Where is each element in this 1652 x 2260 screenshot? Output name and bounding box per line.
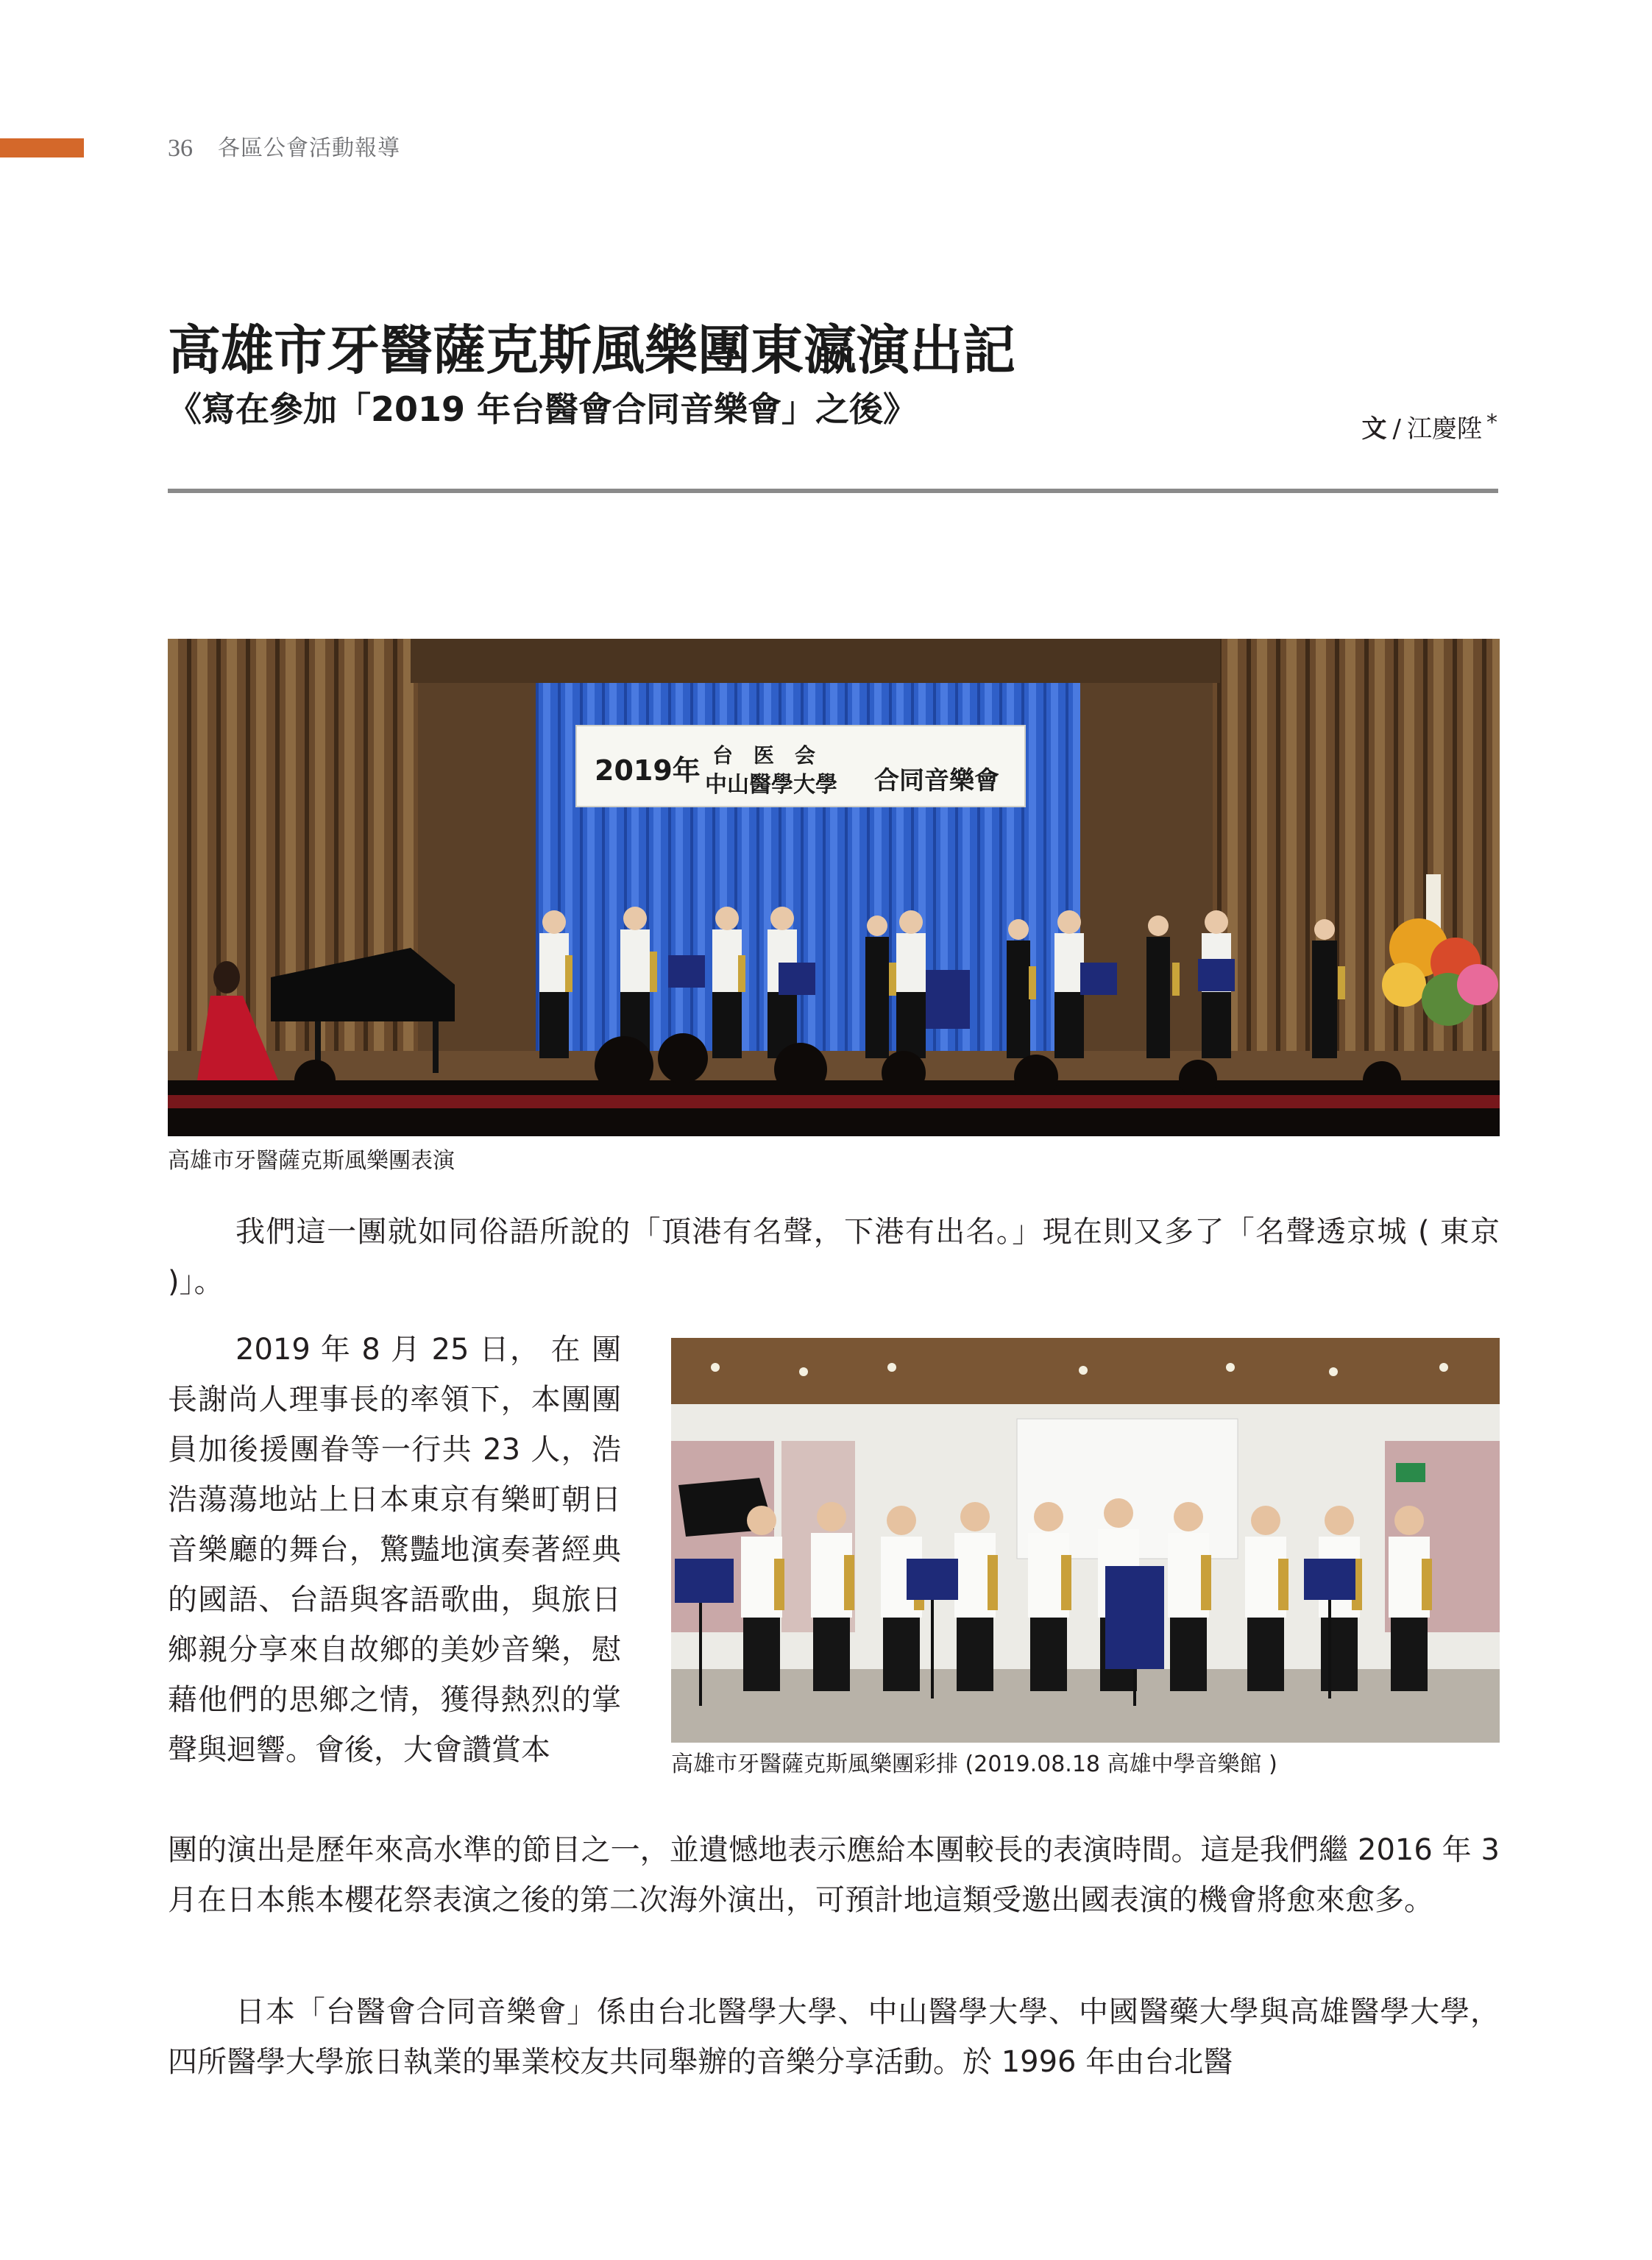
paragraph-1: 我們這一團就如同俗語所說的「頂港有名聲，下港有出名。」現在則又多了「名聲透京城 ( 東京 )」。 <box>168 1215 1500 1299</box>
title-divider <box>168 489 1498 493</box>
stage-scene <box>168 639 1500 1136</box>
author-separator: / <box>1392 414 1401 444</box>
author-footnote-mark: * <box>1486 410 1497 436</box>
article-subtitle: 《寫在參加「2019 年台醫會合同音樂會」之後》 <box>168 389 918 429</box>
author-name: 江慶陞 <box>1407 414 1482 444</box>
section-title: 各區公會活動報導 <box>218 135 400 161</box>
paragraph-2-continued: 團的演出是歷年來高水準的節目之一，並遺憾地表示應給本團較長的表演時間。這是我們繼 2016 年 3 月在日本熊本櫻花祭表演之後的第二次海外演出，可預計地這類受邀出國表演的機會將愈來愈多。 <box>168 1833 1500 1917</box>
page-number: 36 <box>168 135 193 162</box>
banner-line1: 台 医 会 <box>712 743 816 768</box>
paragraph-2: 2019 年 8 月 25 日， 在 團長謝尚人理事長的率領下，本團團員加後援團眷等一行共 23 人，浩浩蕩蕩地站上日本東京有樂町朝日音樂廳的舞台，驚豔地演奏著經典的國語、台語與客語歌曲，與旅日鄉親分享來自故鄉的美妙音樂，慰藉他們的思鄉之情，獲得熱烈的掌聲與迴響。會後，大會讚賞本 <box>168 1333 621 1767</box>
rehearsal-photo <box>671 1338 1500 1743</box>
author-byline <box>1362 411 1497 447</box>
photo2-caption: 高雄市牙醫薩克斯風樂團彩排 (2019.08.18 高雄中學音樂館 ) <box>671 1751 1277 1777</box>
stage-performance-photo <box>168 639 1500 1136</box>
author-label: 文 <box>1361 414 1387 444</box>
banner-line2: 中山醫學大學 <box>705 772 837 798</box>
rehearsal-scene <box>671 1338 1500 1743</box>
paragraph-3: 日本「台醫會合同音樂會」係由台北醫學大學、中山醫學大學、中國醫藥大學與高雄醫學大學，四所醫學大學旅日執業的畢業校友共同舉辦的音樂分享活動。於 1996 年由台北醫 <box>168 1995 1500 2079</box>
photo1-caption: 高雄市牙醫薩克斯風樂團表演 <box>168 1148 455 1174</box>
banner-tail: 合同音樂會 <box>874 766 999 796</box>
banner-year: 2019年 <box>595 754 701 787</box>
header-accent-bar <box>0 138 84 157</box>
article-title: 高雄市牙醫薩克斯風樂團東瀛演出記 <box>168 319 1016 381</box>
